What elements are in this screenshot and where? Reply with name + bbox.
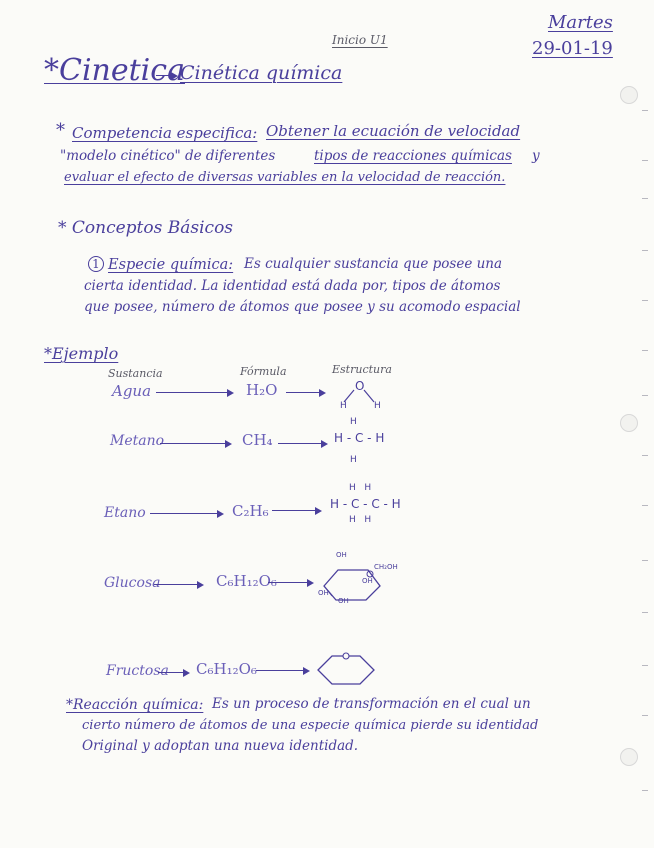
page-title: *Cinetica (44, 53, 185, 88)
reaccion-line1: Es un proceso de transformación en el cual un (212, 696, 531, 712)
arrow-agua-1 (156, 392, 232, 393)
margin-tick (642, 560, 648, 561)
glucosa-ch2oh: CH₂OH (374, 563, 398, 571)
margin-tick (642, 455, 648, 456)
arrow-etano-1 (150, 513, 222, 514)
margin-tick (642, 160, 648, 161)
margin-tick (642, 612, 648, 613)
glucosa-oh-bot: OH (338, 597, 349, 605)
formula-etano: C₂H₆ (232, 502, 269, 520)
margin-tick (642, 665, 648, 666)
especie-label: Especie química: (108, 257, 234, 273)
sustancia-glucosa: Glucosa (104, 575, 161, 591)
arrow-metano-2 (278, 443, 326, 444)
item-number-1: 1 (88, 256, 104, 272)
binder-hole-middle (620, 414, 638, 432)
competencia-line2c: y (532, 148, 540, 164)
margin-tick (642, 790, 648, 791)
agua-h1: H (340, 401, 347, 411)
etano-h-top: H H (349, 483, 372, 493)
especie-line2: cierta identidad. La identidad está dada por, tipos de átomos (84, 278, 501, 294)
conceptos-label: * Conceptos Básicos (58, 218, 234, 238)
arrow-agua-2 (286, 392, 324, 393)
sustancia-agua: Agua (112, 382, 152, 400)
competencia-line3: evaluar el efecto de diversas variables en la velocidad de reacción. (64, 170, 506, 185)
reaccion-line2: cierto número de átomos de una especie química pierde su identidad (82, 718, 539, 733)
sustancia-fructosa: Fructosa (106, 663, 169, 679)
reaccion-line3: Original y adoptan una nueva identidad. (82, 738, 359, 754)
arrow-glucosa-2 (268, 582, 312, 583)
etano-h-bot: H H (349, 515, 372, 525)
margin-tick (642, 198, 648, 199)
arrow-metano-1 (160, 443, 230, 444)
arrow-fructosa-2 (256, 670, 308, 671)
metano-row: H - C - H (334, 431, 385, 445)
title-arrow (156, 75, 176, 76)
margin-tick (642, 300, 648, 301)
formula-agua: H₂O (246, 381, 278, 399)
especie-line1: Es cualquier sustancia que posee una (244, 256, 503, 272)
competencia-line2a: "modelo cinético" de diferentes (60, 148, 276, 164)
margin-tick (642, 395, 648, 396)
sustancia-etano: Etano (104, 505, 146, 521)
formula-fructosa: C₆H₁₂O₆ (196, 660, 257, 678)
date-weekday: Martes (548, 12, 613, 33)
page-subtitle: Cinética química (180, 62, 343, 84)
competencia-bullet: * (56, 120, 65, 141)
competencia-line1: Obtener la ecuación de velocidad (266, 122, 521, 140)
margin-tick (642, 715, 648, 716)
agua-o: O (355, 379, 365, 393)
formula-glucosa: C₆H₁₂O₆ (216, 572, 277, 590)
glucosa-oh-mid: OH (362, 577, 373, 585)
col-estructura: Estructura (332, 363, 392, 376)
structure-fructosa (314, 650, 384, 690)
arrow-fructosa-1 (158, 672, 188, 673)
formula-metano: CH₄ (242, 431, 273, 449)
unit-label: Inicio U1 (332, 33, 388, 47)
date: 29-01-19 (532, 38, 613, 59)
arrow-glucosa-1 (154, 584, 202, 585)
binder-hole-top (620, 86, 638, 104)
glucosa-oh-left: OH (318, 589, 329, 597)
agua-h2: H (374, 401, 381, 411)
competencia-label: Competencia especifica: (72, 124, 258, 142)
metano-h-bot: H (350, 455, 357, 465)
margin-tick (642, 250, 648, 251)
binder-hole-bottom (620, 748, 638, 766)
margin-tick (642, 110, 648, 111)
glucosa-oh-top: OH (336, 551, 347, 559)
margin-tick (642, 505, 648, 506)
competencia-line2b: tipos de reacciones químicas (314, 148, 512, 164)
col-sustancia: Sustancia (108, 367, 163, 380)
ejemplo-label: *Ejemplo (44, 344, 119, 363)
col-formula: Fórmula (240, 365, 287, 378)
etano-row: H - C - C - H (330, 497, 401, 511)
reaccion-label: *Reacción química: (66, 697, 204, 713)
arrow-etano-2 (272, 510, 320, 511)
margin-tick (642, 350, 648, 351)
metano-h-top: H (350, 417, 357, 427)
sustancia-metano: Metano (110, 433, 165, 449)
especie-line3: que posee, número de átomos que posee y su acomodo espacial (84, 299, 521, 315)
